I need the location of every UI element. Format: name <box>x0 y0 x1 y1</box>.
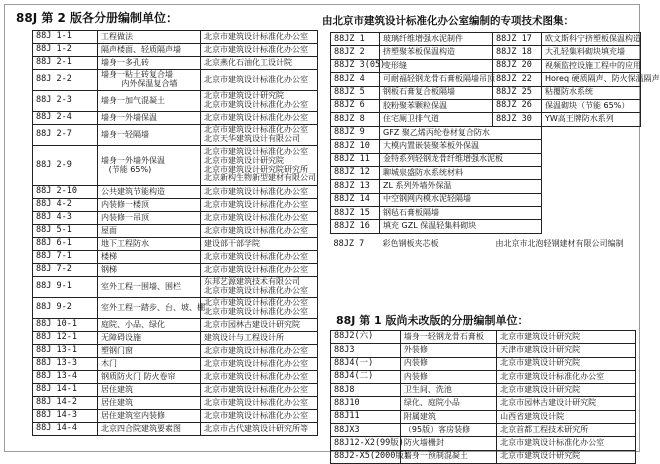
row-org: 北京市建筑设计研究院 <box>497 384 636 397</box>
table-row <box>331 59 641 72</box>
table-row <box>331 180 641 193</box>
row-org <box>201 125 318 146</box>
row-code: 88J 9-2 <box>33 298 98 319</box>
table-row <box>33 186 318 199</box>
row-code: 88J2-X5(2000版) <box>331 450 401 463</box>
row-code: 88JZ 10 <box>331 140 380 153</box>
row-code: 88J 4-2 <box>33 199 98 212</box>
row-name: 内装修 <box>400 370 496 383</box>
row-name: 庭院、小品、绿化 <box>98 319 201 332</box>
row-name: 塑钢门窗 <box>98 345 201 358</box>
row-org <box>201 332 318 345</box>
table-row <box>33 251 318 264</box>
table-row <box>33 319 318 332</box>
table-row <box>33 212 318 225</box>
row-code: 88J 12-1 <box>33 332 98 345</box>
row-code: 88J 10-1 <box>33 319 98 332</box>
row-name: 钢毡石膏板隔墙 <box>380 207 542 220</box>
row-code: 88J4(二) <box>331 370 401 383</box>
row-code: 88J 4-3 <box>33 212 98 225</box>
row-code: 88JZ 1 <box>331 33 380 46</box>
table-row <box>331 99 641 112</box>
table-row <box>331 384 636 397</box>
table-row <box>331 331 636 344</box>
table-row <box>33 91 318 112</box>
row-org: 由北京市北泡轻钢建材有限公司编制 <box>495 239 624 249</box>
row-name: 居住建筑 <box>98 397 201 410</box>
row-name: 聊城泉盛防水系统材料 <box>380 166 542 179</box>
row-code: 88JZ 12 <box>331 166 380 179</box>
row-org <box>201 423 318 436</box>
row-org-line: 北京市建筑设计研究院 <box>204 91 284 101</box>
table-row <box>331 86 641 99</box>
row-code: 88JZ 5 <box>331 86 380 99</box>
row-code: 88JZ 6 <box>331 99 380 112</box>
row-org-line: 北京新构生物新型建材有限公司 <box>204 173 316 183</box>
row-org <box>201 238 318 251</box>
table-row <box>331 153 641 166</box>
row-name: 地下工程防水 <box>98 238 201 251</box>
row-code: 88JZ 16 <box>331 220 380 233</box>
bottom-title: 88J 第 1 版尚未改版的分册编制单位： <box>336 314 529 327</box>
row-org-line: 北京市建筑设计标准化办公室 <box>204 251 308 261</box>
table-row <box>33 332 318 345</box>
row-name: 隔声楼面、轻质隔声墙 <box>98 44 201 57</box>
row-name: 大孔轻集料砌块填充墙 <box>542 46 641 59</box>
row-org <box>201 251 318 264</box>
row-code: 88JZ 14 <box>331 193 380 206</box>
row-org-line: 北京燕化石油化工设计院 <box>204 57 292 67</box>
row-org: 天津市建筑设计研究院 <box>497 344 636 357</box>
row-org-line: 东邦艺源建筑技术有限公司 <box>204 277 300 287</box>
table-row <box>33 384 318 397</box>
row-org-line: 北京市建筑设计标准化办公室 <box>204 31 308 41</box>
row-org-line: 北京市建筑设计标准化办公室 <box>204 186 308 196</box>
row-code: 88J 9-1 <box>33 277 98 298</box>
row-org <box>201 358 318 371</box>
table-row <box>33 298 318 319</box>
row-org-line: 北京市建筑设计标准化办公室 <box>204 44 308 54</box>
row-name: 可耐福轻钢龙骨石膏板隔墙吊顶 <box>380 73 493 86</box>
table-row <box>33 70 318 91</box>
row-name: 钢质防火门 防火卷帘 <box>98 371 201 384</box>
row-name: 保温砌块（节能 65%） <box>542 99 641 112</box>
row-code: 88JZ 7 <box>333 238 365 249</box>
row-code: 88JZ 9 <box>331 126 380 139</box>
empty-cell <box>542 180 641 193</box>
row-code: 88JZ 11 <box>331 153 380 166</box>
row-org: 北京市建筑设计标准化办公室 <box>497 370 636 383</box>
row-org <box>201 384 318 397</box>
row-code: 88J 14-3 <box>33 410 98 423</box>
row-org <box>201 91 318 112</box>
table-row <box>331 344 636 357</box>
row-name: 金特系列轻钢龙骨纤维增强水泥板 <box>380 153 542 166</box>
row-org <box>201 112 318 125</box>
left-title: 88J 第 2 版各分册编制单位： <box>16 11 179 25</box>
table-row <box>33 31 318 44</box>
row-code: 88J 14-1 <box>33 384 98 397</box>
row-org <box>201 319 318 332</box>
row-name: 工程做法 <box>98 31 201 44</box>
row-org <box>201 44 318 57</box>
row-name: 粘覆防水系统 <box>542 86 641 99</box>
table-row <box>33 423 318 436</box>
row-name: 视频监控设施工程中的应用 <box>542 59 641 72</box>
row-name: 墙身一轻钢龙骨石膏板 <box>400 331 496 344</box>
right-top-table <box>330 32 660 255</box>
row-org <box>201 70 318 91</box>
row-name: 胶粉聚苯颗粒保温 <box>380 99 493 112</box>
table-row <box>33 277 318 298</box>
row-org-line: 北京市建筑设计标准化办公室 <box>204 212 308 222</box>
row-name: 变形缝 <box>380 59 493 72</box>
table-row <box>33 345 318 358</box>
row-name: 内装修一楼顶 <box>98 199 201 212</box>
row-name: 填充 GZL 保温轻集料砌块 <box>380 220 542 233</box>
row-name: YW高王牌防水系列 <box>542 113 641 126</box>
table-row <box>331 33 641 46</box>
row-org-line: 北京市园林古建设计研究院 <box>204 319 300 329</box>
row-code: 88JZ 26 <box>493 99 542 112</box>
row-name: 中空钢网内模水泥轻隔墙 <box>380 193 542 206</box>
row-name: 墙身一外墙保温 <box>98 112 201 125</box>
row-org-line: 北京市建筑设计标准化办公室 <box>204 384 308 394</box>
row-code: 88J 14-4 <box>33 423 98 436</box>
row-org <box>201 345 318 358</box>
row-name: 内装修一吊顶 <box>98 212 201 225</box>
row-org <box>201 225 318 238</box>
row-name: 木门 <box>98 358 201 371</box>
row-code: 88J 1-2 <box>33 44 98 57</box>
row-name: 卫生间、洗池 <box>400 384 496 397</box>
row-code: 88JZ 22 <box>493 73 542 86</box>
row-code: 88J 2-2 <box>33 70 98 91</box>
row-code: 88J 1-1 <box>33 31 98 44</box>
table-row <box>331 166 641 179</box>
row-org-line: 北京市建筑设计标准化办公室 <box>204 100 308 109</box>
row-name: 挤塑聚苯板保温构造 <box>380 46 493 59</box>
row-name: 墙身一加气混凝土 <box>98 91 201 112</box>
table-row <box>331 126 641 139</box>
table-row <box>33 410 318 423</box>
row-name: 玻璃纤维增强水泥制件 <box>380 33 493 46</box>
row-code: 88J 5-1 <box>33 225 98 238</box>
row-org-line: 北京市建筑设计标准化办公室 <box>204 286 308 295</box>
row-org-line: 北京市建筑设计标准化办公室 <box>204 74 308 84</box>
right-bottom-table <box>330 330 636 464</box>
row-org: 北京首都工程技术研究所 <box>497 424 636 437</box>
row-org: 北京市建筑设计标准化办公室 <box>497 437 636 450</box>
row-code: 88J 2-9 <box>33 146 98 186</box>
row-name: 绿化、庭院小品 <box>400 397 496 410</box>
row-code: 88JZ 4 <box>331 73 380 86</box>
row-org-line: 北京市建筑设计标准化办公室 <box>204 358 308 368</box>
row-code: 88J 2-4 <box>33 112 98 125</box>
row-name: 墙身一多孔砖 <box>98 57 201 70</box>
row-code: 88JZ 25 <box>493 86 542 99</box>
row-code: 88J 13-4 <box>33 371 98 384</box>
left-table <box>32 30 318 436</box>
row-org-line: 北京市建筑设计研究院研究所 <box>204 164 308 174</box>
row-org-line: 北京市建筑设计标准化办公室 <box>204 397 308 407</box>
table-row <box>331 233 641 255</box>
table-row <box>331 113 641 126</box>
row-org <box>201 212 318 225</box>
row-name: （95版）客房装修 <box>400 424 496 437</box>
row-name: 居住建筑 <box>98 384 201 397</box>
row-code: 88J 2-10 <box>33 186 98 199</box>
row-code: 88JZ 15 <box>331 207 380 220</box>
table-row <box>331 410 636 423</box>
table-row <box>331 207 641 220</box>
row-name: 欧文斯科宁挤塑板保温构造 <box>542 33 641 46</box>
row-org <box>201 57 318 70</box>
row-org <box>201 371 318 384</box>
row-org-line: 北京市建筑设计标准化办公室 <box>204 125 308 135</box>
row-name: 无障碍设施 <box>98 332 201 345</box>
row-org <box>201 410 318 423</box>
row-org-line: 北京市建筑设计标准化办公室 <box>204 371 308 381</box>
row-code: 88JZ 2 <box>331 46 380 59</box>
row-org-line: 北京市建筑设计标准化办公室 <box>204 410 308 420</box>
row-name: 室外工程一踏步、台、坡、棚 <box>98 298 201 319</box>
row-code: 88J 2-3 <box>33 91 98 112</box>
row-name: 外装修 <box>400 344 496 357</box>
row-code: 88JZ 17 <box>493 33 542 46</box>
empty-cell <box>542 166 641 179</box>
row-code: 88JZ 30 <box>493 113 542 126</box>
table-row <box>33 358 318 371</box>
table-row <box>33 371 318 384</box>
row-code: 88J12-X2(99版) <box>331 437 401 450</box>
row-name: 大模内置嵌装聚苯板外保温 <box>380 140 542 153</box>
row-org <box>201 186 318 199</box>
empty-cell <box>542 207 641 220</box>
row-org-line: 北京市古代建筑设计研究所等 <box>204 423 308 433</box>
row-name: ZL 系列外墙外保温 <box>380 180 542 193</box>
table-row <box>33 238 318 251</box>
row-org <box>201 199 318 212</box>
row-code: 88J 7-1 <box>33 251 98 264</box>
row-org-line: 北京市建筑设计标准化办公室 <box>204 225 308 235</box>
row-code: 88J 13-3 <box>33 358 98 371</box>
row-name: 内装修 <box>400 357 496 370</box>
table-row <box>331 450 636 463</box>
row-name: 钢板石膏复合板隔墙 <box>380 86 493 99</box>
row-name: 公共建筑节能构造 <box>98 186 201 199</box>
row-name: 墙身一轻隔墙 <box>98 125 201 146</box>
row-org-line: 北京市建筑设计标准化办公室 <box>204 298 308 308</box>
row-org-line: 北京市建筑设计研究院 <box>204 155 284 165</box>
table-row <box>331 357 636 370</box>
row-org <box>201 31 318 44</box>
row-org-line: 北京市建筑设计标准化办公室 <box>204 199 308 209</box>
row-name: 屋面 <box>98 225 201 238</box>
row-name: 附属建筑 <box>400 410 496 423</box>
row-name: 钢梯 <box>98 264 201 277</box>
table-row <box>33 146 318 186</box>
row-name: 居住建筑室内装修 <box>98 410 201 423</box>
row-code: 88JX3 <box>331 424 401 437</box>
row-org: 北京市园林古建设计研究院 <box>497 397 636 410</box>
row-org: 北京市建筑设计研究院 <box>497 450 636 463</box>
table-row <box>331 437 636 450</box>
table-row <box>331 73 641 86</box>
row-org-line: 北京天华建筑设计有限公司 <box>204 134 300 143</box>
row-code: 88J 7-2 <box>33 264 98 277</box>
row-code: 88JZ 20 <box>493 59 542 72</box>
table-row <box>33 199 318 212</box>
table-row <box>33 397 318 410</box>
row-name: 彩色钢板夹芯板 <box>382 239 439 249</box>
row-name: 北京四合院建筑要素图 <box>98 423 201 436</box>
row-name: 住宅厕卫排气道 <box>380 113 493 126</box>
table-row <box>331 397 636 410</box>
empty-cell <box>542 140 641 153</box>
row-code: 88J11 <box>331 410 401 423</box>
row-org <box>201 298 318 319</box>
table-row <box>33 225 318 238</box>
empty-cell <box>542 220 641 233</box>
row-org-line: 北京市建筑设计标准化办公室 <box>204 307 308 316</box>
row-org-line: 北京市建筑设计标准化办公室 <box>204 112 308 122</box>
table-row <box>33 125 318 146</box>
table-row <box>331 424 636 437</box>
row-org <box>201 277 318 298</box>
row-code: 88J 6-1 <box>33 238 98 251</box>
row-name: 楼梯 <box>98 251 201 264</box>
row-name: GFZ 聚乙烯丙纶卷材复合防水 <box>380 126 542 139</box>
row-org <box>201 397 318 410</box>
table-row <box>33 44 318 57</box>
row-org: 北京市建筑设计研究院 <box>497 331 636 344</box>
table-row <box>331 46 641 59</box>
row-code: 88JZ 18 <box>493 46 542 59</box>
row-code: 88J3 <box>331 344 401 357</box>
empty-cell <box>542 126 641 139</box>
row-org: 山西省建筑设计院 <box>497 410 636 423</box>
row-code: 88J4(一) <box>331 357 401 370</box>
row-org <box>201 264 318 277</box>
row-org-line: 北京市建筑设计标准化办公室 <box>204 264 308 274</box>
row-org-line: 建设部干部学院 <box>204 238 260 248</box>
table-row <box>33 57 318 70</box>
row-code: 88J 2-7 <box>33 125 98 146</box>
row-code: 88J8 <box>331 384 401 397</box>
row-code: 88JZ 8 <box>331 113 380 126</box>
row-org-line: 北京市建筑设计标准化办公室 <box>204 345 308 355</box>
table-row <box>331 140 641 153</box>
table-row <box>33 112 318 125</box>
table-row <box>331 220 641 233</box>
row-org <box>201 146 318 186</box>
table-row <box>33 264 318 277</box>
row-org: 北京市建筑设计研究院 <box>497 357 636 370</box>
right-title: 由北京市建筑设计标准化办公室编制的专项技术图集： <box>322 15 574 27</box>
row-code: 88J 13-1 <box>33 345 98 358</box>
table-row <box>331 193 641 206</box>
row-name: 墙身一外墙外保温 (节能 65%) <box>98 146 201 186</box>
row-code: 88JZ 13 <box>331 180 380 193</box>
row-name: 防火墙栅封 <box>400 437 496 450</box>
row-org-line: 北京市建筑设计标准化办公室 <box>204 146 308 156</box>
row-name: Horeq 硬质隔声、防火保温隔声 <box>542 73 641 86</box>
row-name: 墙身一粘土砖复合墙 内外保温复合墙 <box>98 70 201 91</box>
row-code: 88J10 <box>331 397 401 410</box>
empty-cell <box>542 153 641 166</box>
table-row <box>331 370 636 383</box>
empty-cell <box>542 193 641 206</box>
row-org-line: 建筑设计与工程设计所 <box>204 332 284 342</box>
row-code: 88J 14-2 <box>33 397 98 410</box>
row-name: 墙身一预制混凝土 <box>400 450 496 463</box>
row-name: 室外工程一围墙、围栏 <box>98 277 201 298</box>
row-code: 88J 2-1 <box>33 57 98 70</box>
row-code: 88JZ 3(05) <box>331 59 380 72</box>
row-code: 88J2(六) <box>331 331 401 344</box>
